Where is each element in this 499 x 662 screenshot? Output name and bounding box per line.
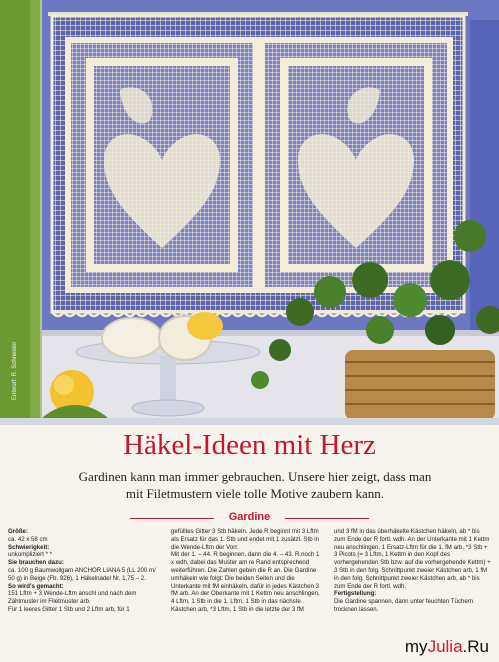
watermark-accent: Julia [427,637,463,656]
instructions [8,528,491,646]
instruction-paragraph: und 3 fM in das überhäkelte Kästchen häkeln, ab * bis zum Ende der R fortl. wdh. An der Unterkante mit 1 Kettm neu anschlingen, 1 Ersatz-Lftm für die 1. fM arb, *3 Stb + 3 Picots (= 3 Lftm, 1 Kettm in den Kopf des vorhergehenden Stb bzw. auf die vorhergehende Kettm) + 3 Stb in den folg. Schnittpunkt zweier Kästchen arb, 1 fM in den folg. Schnittpunkt zweier Kästchen arb, ab * bis zum Ende der R fortl. wdh. [334,528,491,590]
instructions-column-2 [171,528,321,614]
instruction-heading: So wird's gemacht: [8,582,64,590]
instruction-paragraph: Die Gardine spannen, dann unter feuchten Tüchern trocknen lassen. [334,598,474,613]
instructions-column-1 [8,528,158,614]
instruction-paragraph: Für 1 leeres Gitter 1 Stb und 2 Lftm arb, für 1 [8,605,130,613]
instruction-paragraph: unkompliziert * * [8,551,53,559]
article-title: Häkel-Ideen mit Herz [123,429,376,461]
watermark-suffix: .Ru [462,637,489,656]
instruction-paragraph: ca. 100 g Baumwollgarn ANCHOR LIANA 5 (LL 200 m/ 50 g) in Beige (Fb. 926), 1 Häkelnadel Nr. 1,75 – 2. [8,566,156,582]
section-header [130,511,369,525]
instructions-column-3 [334,528,491,614]
heart-panel-right [262,40,450,290]
instruction-paragraph: Mit der 1. – 44. R beginnen, dann die 4. – 43. R noch 1 x wdh, dabei das Muster am re Rand entsprechend weiterführen. Die Zahlen geben die R an. Die Gardine umhäkeln wie folgt: Die beiden Seiten und die Unterkante mit fM einhäkeln, dafür in jedes Kästchen 3 fM arb. An der Oberkante mit 1 Kettm neu anschlingen, 4 Lftm, 1 Stb in die 1. Lftm, 1 Stb in das nächste Kästchen arb, *3 Lftm, 1 Stb in die letzte der 3 fM [171,551,320,613]
photo-credit: Entwurf: R. Schneider [12,341,18,400]
instruction-paragraph: 151 Lftm + 3 Wende-Lftm anschl und nach dem Zählmuster im Filetmuster arb. [8,590,137,606]
instruction-heading: Fertigstellung: [334,590,377,598]
article-intro: Gardinen kann man immer gebrauchen. Unsere hier zeigt, dass man mit Filetmustern viele tolle Motive zaubern kann. [78,469,432,501]
instruction-heading: Schwierigkeit: [8,543,50,551]
instruction-heading: Sie brauchen dazu: [8,559,64,567]
section-title: Gardine [228,511,271,523]
heart-panel-left [68,40,256,290]
watermark [405,637,489,657]
section-rule-right [285,518,369,519]
section-rule-left [130,518,214,519]
watermark-prefix: my [404,637,428,656]
instruction-paragraph: gefülltes Gitter 3 Stb häkeln. Jede R beginnt mit 3 Lftm als Ersatz für das 1. Stb und endet mit 1 zusätzl. Stb in die Wende-Lftm der Vorr. [171,528,320,551]
instruction-heading: Größe: [8,528,28,535]
instruction-paragraph: ca. 42 x 58 cm [8,535,48,543]
